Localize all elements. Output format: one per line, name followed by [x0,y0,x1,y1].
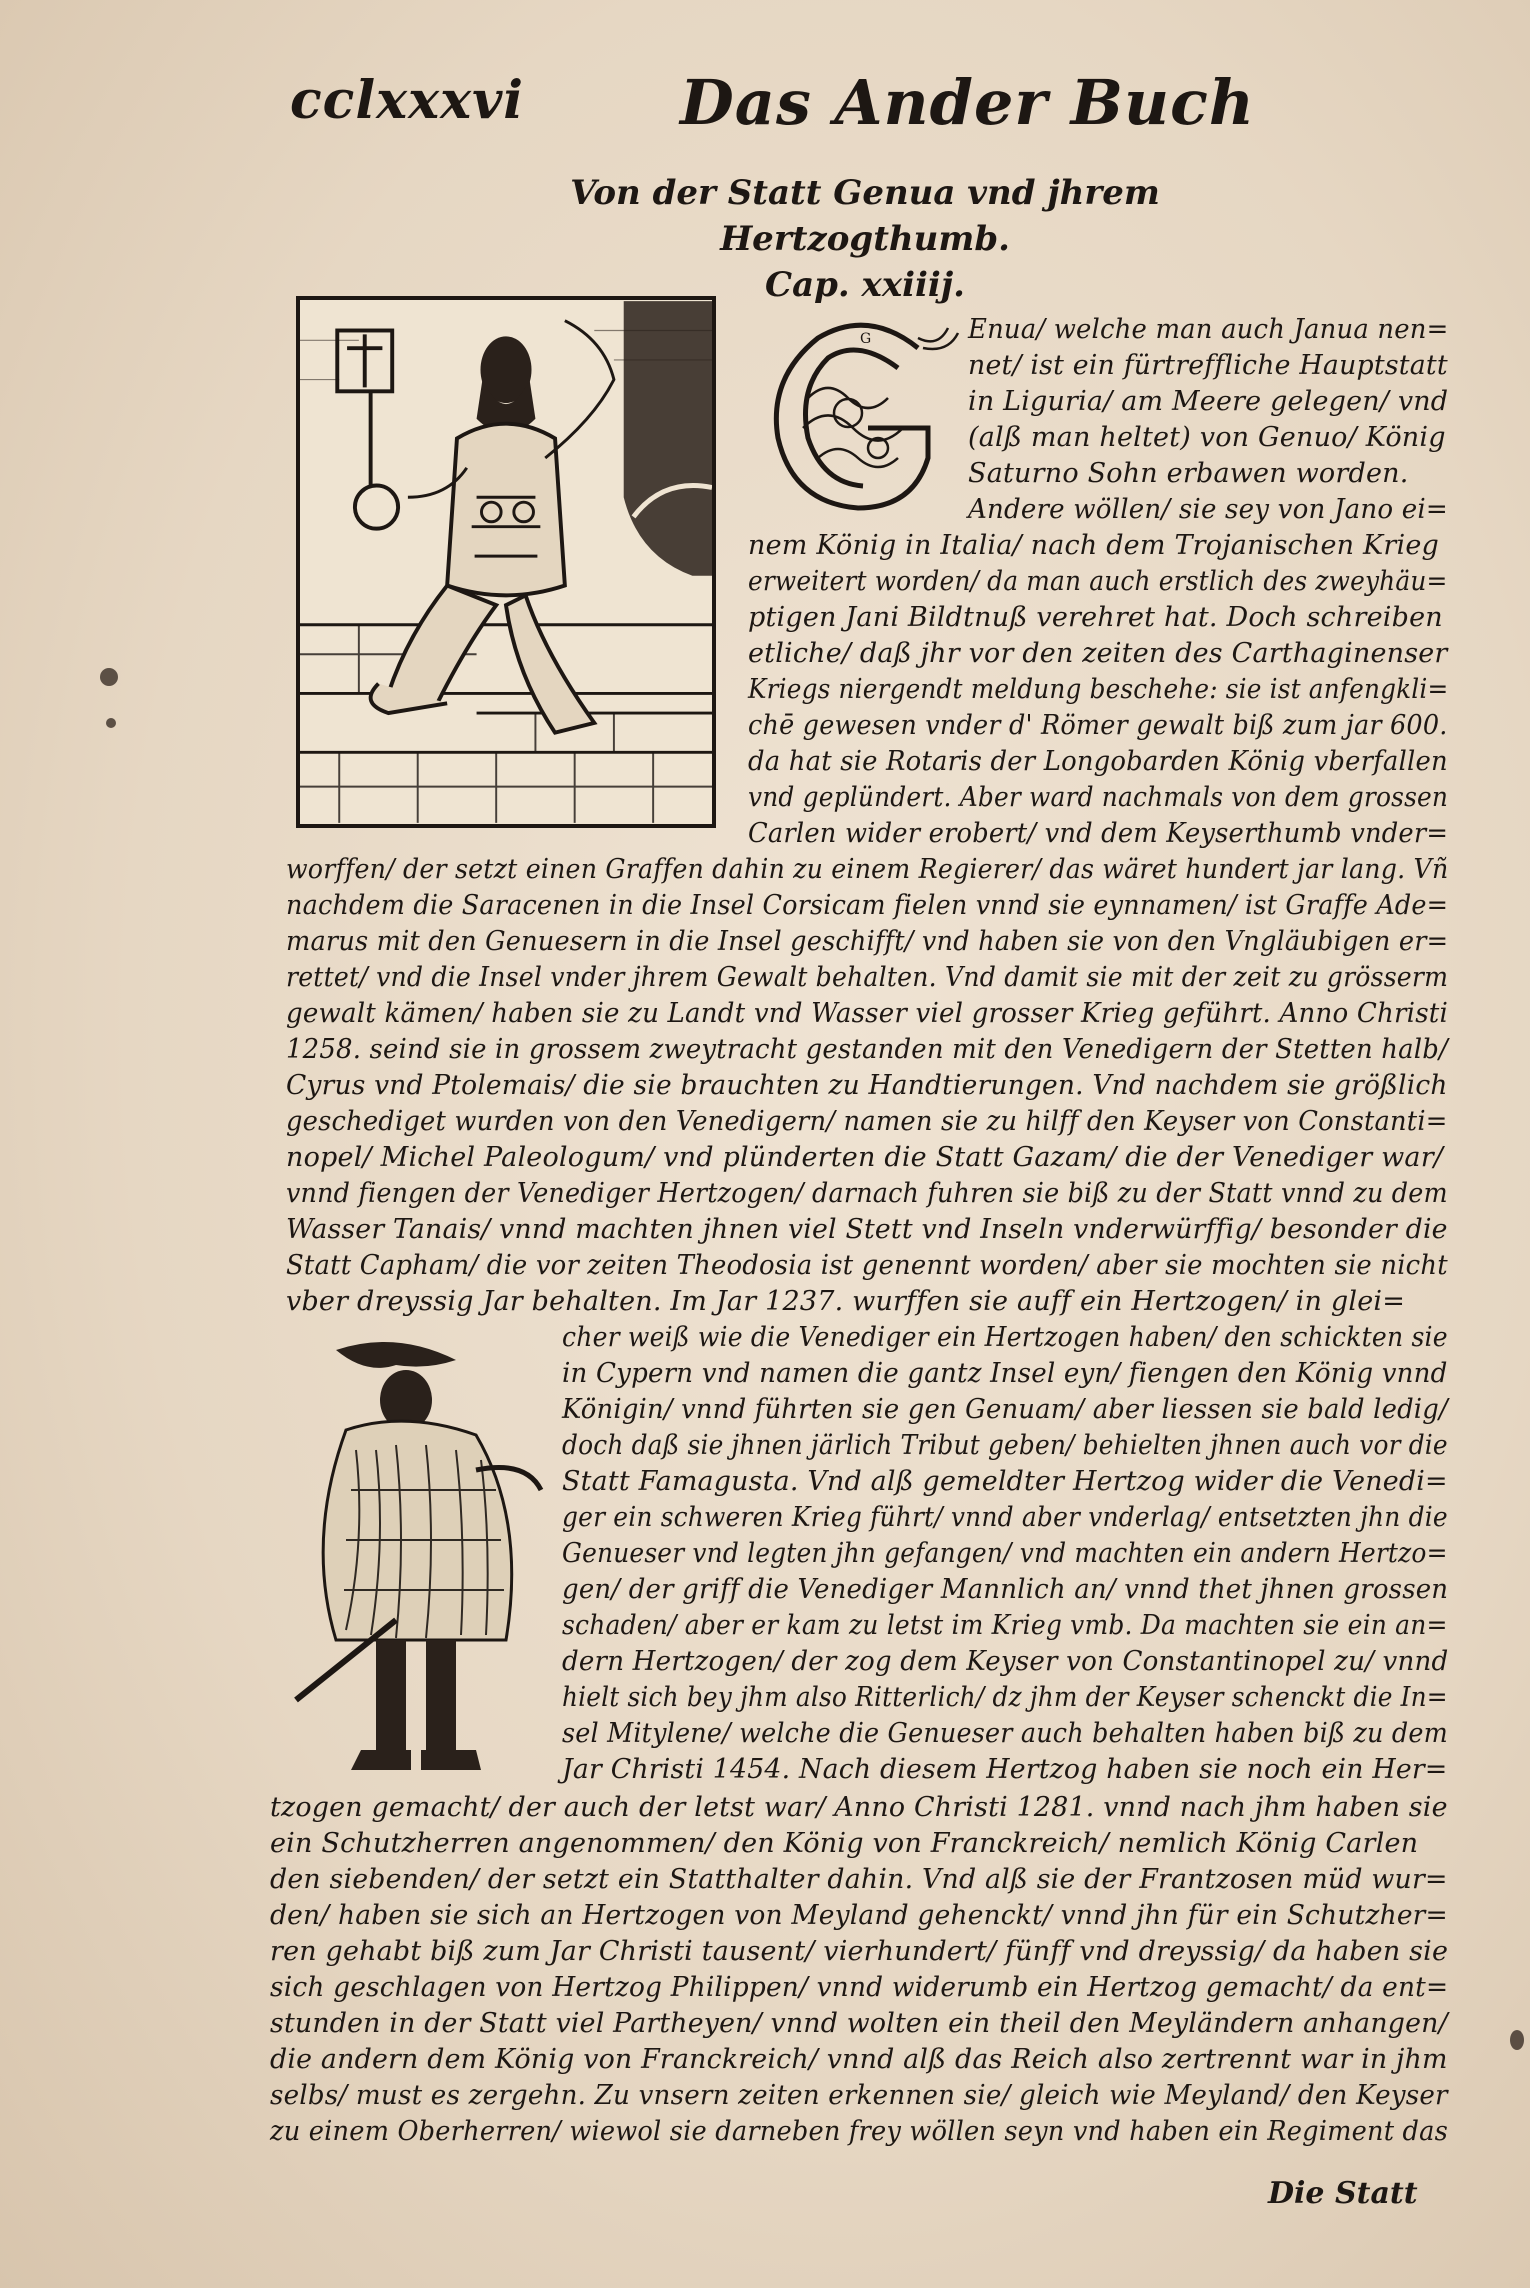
woodcut-illustration-bottom [276,1340,556,1800]
text-line: doch daß sie jhnen järlich Tribut geben/ behielten jhnen auch vor die [562,1430,1448,1461]
chapter-title-line: Von der Statt Genua vnd jhrem Hertzogthumb. [570,173,1160,259]
text-line: stunden in der Statt viel Partheyen/ vnnd wolten ein theil den Meyländern anhangen/ [270,2008,1448,2039]
text-line: nem König in Italia/ nach dem Trojanischen Krieg [748,530,1439,561]
ink-spot [1510,2030,1524,2050]
text-line: tzogen gemacht/ der auch der letst war/ Anno Christi 1281. vnnd nach jhm haben sie [270,1792,1448,1823]
initial-letter-label: G [860,331,872,347]
woodcut-illustration-top [296,296,716,828]
text-line: marus mit den Genuesern in die Insel geschifft/ vnd haben sie von den Vngläubigen er= [286,926,1449,957]
text-line: den siebenden/ der setzt ein Statthalter dahin. Vnd alß sie der Frantzosen müd wur= [270,1864,1448,1895]
text-line: rettet/ vnd die Insel vnder jhrem Gewalt behalten. Vnd damit sie mit der zeit zu grösserm [286,962,1449,993]
text-line: Saturno Sohn erbawen worden. [968,458,1409,489]
text-line: geschediget wurden von den Venedigern/ namen sie zu hilff den Keyser von Constanti= [286,1106,1448,1137]
text-line: nachdem die Saracenen in die Insel Corsicam fielen vnnd sie eynnamen/ ist Graffe Ade= [286,890,1449,921]
text-line: schaden/ aber er kam zu letst im Krieg vmb. Da machten sie ein an= [562,1610,1448,1641]
text-line: vber dreyssig Jar behalten. Im Jar 1237. wurffen sie auff ein Hertzogen/ in glei= [286,1286,1406,1317]
text-line: gewalt kämen/ haben sie zu Landt vnd Wasser viel grosser Krieg geführt. Anno Christi [286,998,1448,1029]
text-line: Andere wöllen/ sie sey von Jano ei= [968,494,1448,525]
text-line: Cyrus vnd Ptolemais/ die sie brauchten zu Handtierungen. Vnd nachdem sie größlich [286,1070,1448,1101]
text-line: hielt sich bey jhm also Ritterlich/ dz jhm der Keyser schenckt die In= [562,1682,1448,1713]
text-line: in Cypern vnd namen die gantz Insel eyn/ fiengen den König vnnd [562,1358,1448,1389]
text-line: Kriegs niergendt meldung beschehe: sie ist anfengkli= [748,674,1449,705]
text-line: die andern dem König von Franckreich/ vnnd alß das Reich also zertrennt war in jhm [270,2044,1448,2075]
text-line: Königin/ vnnd führten sie gen Genuam/ aber liessen sie bald ledig/ [562,1394,1448,1425]
chapter-number: Cap. xxiiij. [765,265,965,305]
text-line: (alß man heltet) von Genuo/ König [968,422,1446,453]
text-line: ger ein schweren Krieg führt/ vnnd aber vnderlag/ entsetzten jhn die [562,1502,1448,1533]
text-line: Genueser vnd legten jhn gefangen/ vnd machten ein andern Hertzo= [562,1538,1448,1569]
folio-number: cclxxxvi [290,70,525,131]
text-line: gen/ der griff die Venediger Mannlich an/ vnnd thet jhnen grossen [562,1574,1449,1605]
text-line: Carlen wider erobert/ vnd dem Keyserthumb vnder= [748,818,1449,849]
text-line: sich geschlagen von Hertzog Philippen/ vnnd widerumb ein Hertzog gemacht/ da ent= [270,1972,1449,2003]
text-line: selbs/ must es zergehn. Zu vnsern zeiten erkennen sie/ gleich wie Meyland/ den Keyser [270,2080,1448,2111]
text-line: vnnd fiengen der Venediger Hertzogen/ darnach fuhren sie biß zu der Statt vnnd zu dem [286,1178,1448,1209]
text-line: den/ haben sie sich an Hertzogen von Meyland gehenckt/ vnnd jhn für ein Schutzher= [270,1900,1448,1931]
text-line: nopel/ Michel Paleologum/ vnd plünderten die Statt Gazam/ die der Venediger war/ [286,1142,1444,1173]
chapter-title [470,170,1260,308]
text-line: chē gewesen vnder d' Römer gewalt biß zum jar 600. [748,710,1448,741]
text-line: Statt Capham/ die vor zeiten Theodosia ist genennt worden/ aber sie mochten sie nicht [286,1250,1448,1281]
decorated-initial-letter [748,308,964,524]
text-line: dern Hertzogen/ der zog dem Keyser von Constantinopel zu/ vnnd [562,1646,1449,1677]
text-line: zu einem Oberherren/ wiewol sie darneben frey wöllen seyn vnd haben ein Regiment das [270,2116,1448,2147]
text-line: da hat sie Rotaris der Longobarden König vberfallen [748,746,1448,777]
running-head: Das Ander Buch [680,66,1255,139]
text-line: net/ ist ein fürtreffliche Hauptstatt [968,350,1448,381]
text-line: erweitert worden/ da man auch erstlich des zweyhäu= [748,566,1448,597]
text-line: ein Schutzherren angenommen/ den König von Franckreich/ nemlich König Carlen [270,1828,1419,1859]
catchword: Die Statt [1268,2176,1418,2211]
text-line: Enua/ welche man auch Janua nen= [968,314,1449,345]
ink-spot [106,718,116,728]
text-line: etliche/ daß jhr vor den zeiten des Carthaginenser [748,638,1448,669]
text-line: sel Mitylene/ welche die Genueser auch behalten haben biß zu dem [562,1718,1448,1749]
text-line: Statt Famagusta. Vnd alß gemeldter Hertzog wider die Venedi= [562,1466,1448,1497]
text-line: ptigen Jani Bildtnuß verehret hat. Doch schreiben [748,602,1443,633]
text-line: 1258. seind sie in grossem zweytracht gestanden mit den Venedigern der Stetten halb/ [286,1034,1448,1065]
text-line: ren gehabt biß zum Jar Christi tausent/ vierhundert/ fünff vnd dreyssig/ da haben sie [270,1936,1449,1967]
text-line: worffen/ der setzt einen Graffen dahin zu einem Regierer/ das wäret hundert jar lang. Vñ [286,854,1449,885]
text-line: Jar Christi 1454. Nach diesem Hertzog haben sie noch ein Her= [562,1754,1448,1785]
text-line: cher weiß wie die Venediger ein Hertzogen haben/ den schickten sie [562,1322,1448,1353]
ink-spot [100,668,118,686]
text-line: in Liguria/ am Meere gelegen/ vnd [968,386,1449,417]
text-line: Wasser Tanais/ vnnd machten jhnen viel Stett vnd Inseln vnderwürffig/ besonder die [286,1214,1448,1245]
text-line: vnd geplündert. Aber ward nachmals von dem grossen [748,782,1449,813]
